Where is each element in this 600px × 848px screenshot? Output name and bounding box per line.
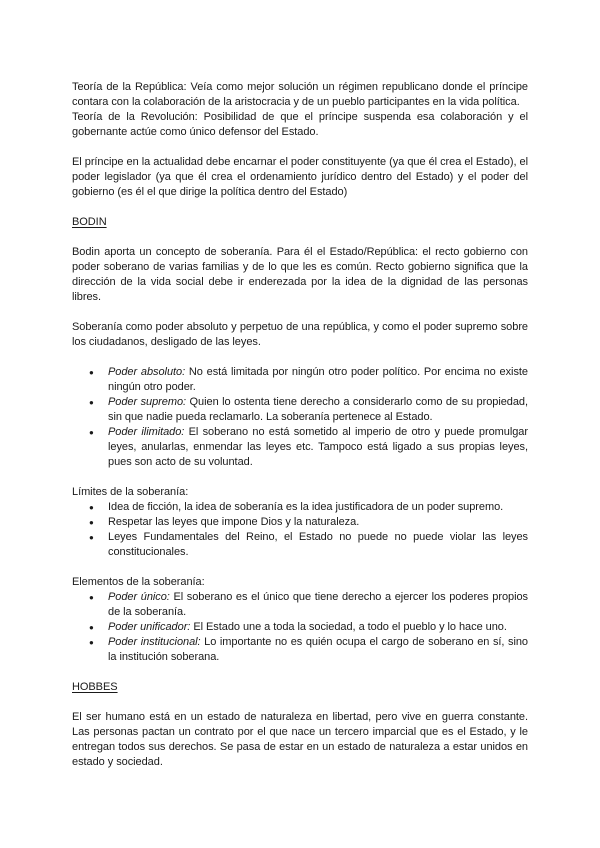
limites-title: Límites de la soberanía: — [72, 486, 189, 498]
list-item — [72, 620, 528, 635]
list-item — [72, 395, 528, 425]
list-item-text: Lo importante no es quién ocupa el cargo de soberano en sí, sino la institución soberana. — [108, 636, 528, 663]
list-item — [72, 425, 528, 470]
list-item: ● Respetar las leyes que impone Dios y la naturaleza. — [72, 515, 528, 530]
list-item — [72, 635, 528, 665]
list-item-term: Poder único: — [108, 591, 170, 603]
section-heading-hobbes: HOBBES — [72, 681, 118, 693]
paragraph-bodin-soberania: Bodin aporta un concepto de soberanía. Para él el Estado/República: el recto gobierno con poder soberano de varias familias y de lo que les es común. Recto gobierno significa que la dirección de la vida social debe ir enderezada por la idea de la dignidad de las personas libres. — [72, 246, 528, 303]
list-item-term: Poder ilimitado: — [108, 426, 185, 438]
list-elementos — [72, 590, 528, 665]
list-item-term: Poder institucional: — [108, 636, 201, 648]
list-item-term: Poder unificador: — [108, 621, 191, 633]
list-item — [72, 365, 528, 395]
section-heading-bodin: BODIN — [72, 216, 107, 228]
list-item — [72, 590, 528, 620]
list-item-term: Poder absoluto: — [108, 366, 186, 378]
list-item-text: No está limitada por ningún otro poder político. Por encima no existe ningún otro poder. — [108, 366, 528, 393]
paragraph-principe: El príncipe en la actualidad debe encarnar el poder constituyente (ya que él crea el Estado), el poder legislador (ya que él crea el ordenamiento jurídico dentro del Estado) y el poder del gobierno (es él el que dirige la política dentro del Estado) — [72, 156, 528, 198]
list-item-text: Quien lo ostenta tiene derecho a considerarlo como de su propiedad, sin que nadie pueda reclamarlo. La soberanía pertenece al Estado. — [108, 396, 529, 423]
document-page — [72, 80, 528, 770]
elementos-title: Elementos de la soberanía: — [72, 576, 205, 588]
list-item: ● Leyes Fundamentales del Reino, el Estado no puede no puede violar las leyes constitucionales. — [72, 530, 528, 560]
list-item-text: El soberano es el único que tiene derecho a ejercer los poderes propios de la soberanía. — [108, 591, 528, 618]
list-item-text: El soberano no está sometido al imperio de otro y puede promulgar leyes, anularlas, enmendar las leyes etc. Tampoco está ligado a sus propias leyes, pues son acto de su voluntad. — [108, 426, 528, 468]
list-poderes — [72, 365, 528, 470]
paragraph-soberania-definicion: Soberanía como poder absoluto y perpetuo de una república, y como el poder supremo sobre los ciudadanos, desligado de las leyes. — [72, 321, 528, 348]
paragraph-teoria-revolucion: Teoría de la Revolución: Posibilidad de que el príncipe suspenda esa colaboración y el gobernante actúe como único defensor del Estado. — [72, 111, 528, 138]
paragraph-hobbes: El ser humano está en un estado de naturaleza en libertad, pero vive en guerra constante. Las personas pactan un contrato por el que nace un tercero imparcial que es el Estado, y le entregan todos sus derechos. Se pasa de estar en un estado de naturaleza a estar unidos en estado y sociedad. — [72, 711, 528, 768]
paragraph-teoria-republica: Teoría de la República: Veía como mejor solución un régimen republicano donde el príncipe contara con la colaboración de la aristocracia y de un pueblo participantes en la vida política. — [72, 81, 528, 108]
list-item: ● Idea de ficción, la idea de soberanía es la idea justificadora de un poder supremo. — [72, 500, 528, 515]
list-item-term: Poder supremo: — [108, 396, 187, 408]
list-limites — [72, 500, 528, 560]
list-item-text: El Estado une a toda la sociedad, a todo el pueblo y lo hace uno. — [190, 621, 507, 633]
